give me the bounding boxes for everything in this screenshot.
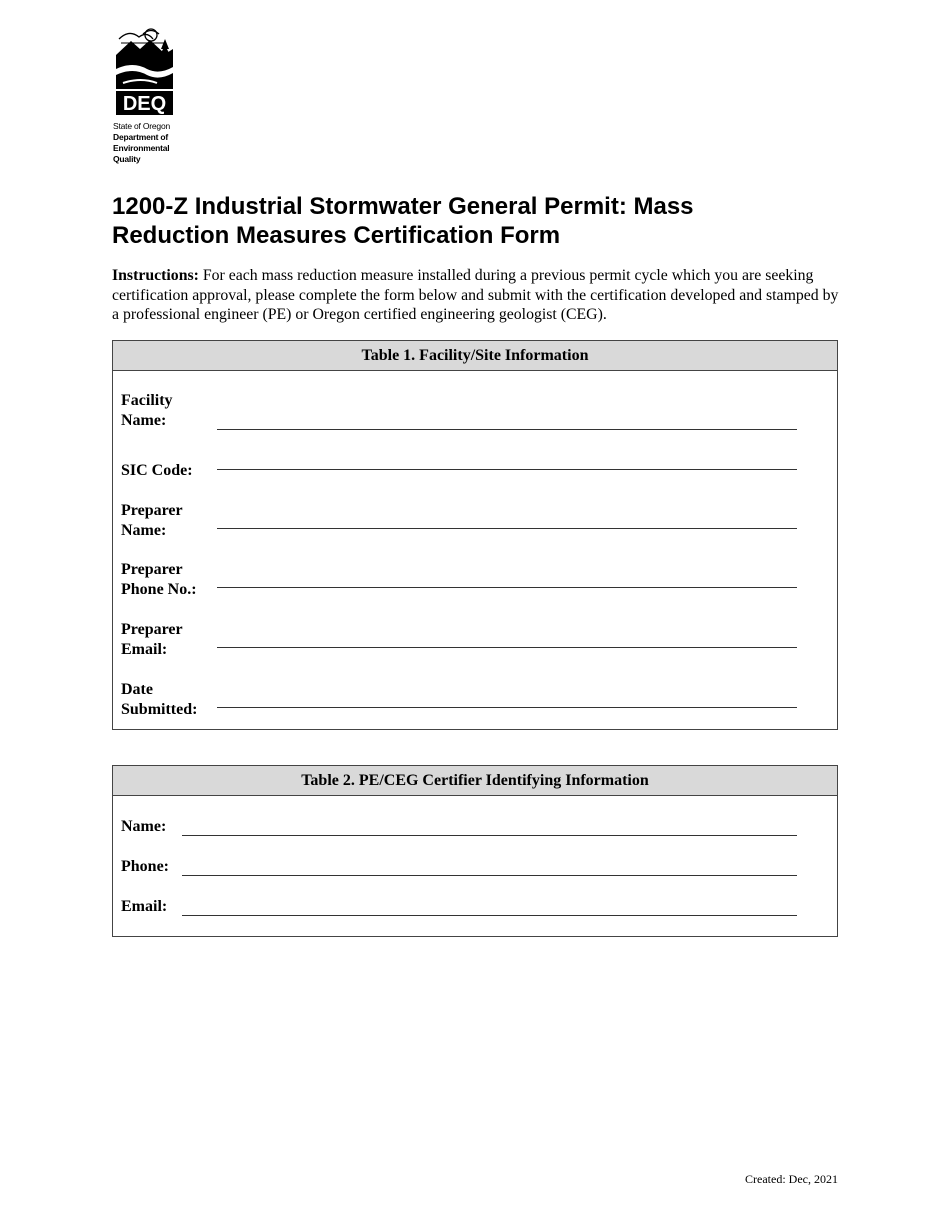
logo-caption-line1: State of Oregon — [113, 121, 171, 131]
preparer-email-row — [113, 609, 837, 669]
certifier-phone-field[interactable] — [182, 875, 797, 876]
certifier-email-field[interactable] — [182, 915, 797, 916]
preparer-name-label-a: Preparer — [121, 502, 183, 519]
preparer-name-label-b: Name: — [121, 522, 167, 539]
preparer-phone-label-a: Preparer — [121, 561, 183, 578]
created-date: Created: Dec, 2021 — [745, 1172, 838, 1186]
table-certifier-info — [112, 765, 838, 937]
certifier-name-label: Name: — [121, 818, 167, 835]
deq-logo-mark: DEQ — [122, 93, 167, 115]
facility-name-label-a: Facility — [121, 392, 173, 409]
facility-name-label — [121, 391, 173, 431]
preparer-email-field[interactable] — [217, 647, 797, 648]
deq-logo — [113, 25, 177, 165]
deq-landscape-icon — [113, 25, 175, 117]
preparer-phone-row — [113, 549, 837, 609]
date-submitted-field[interactable] — [217, 707, 797, 708]
date-submitted-label-a: Date — [121, 681, 153, 698]
logo-caption-line3: Environmental — [113, 143, 170, 153]
certifier-email-row — [113, 888, 837, 928]
certifier-email-label: Email: — [121, 898, 168, 915]
instructions-lead: Instructions: — [112, 267, 199, 284]
certifier-name-field[interactable] — [182, 835, 797, 836]
sic-code-row — [113, 449, 837, 489]
table-facility-info — [112, 340, 838, 730]
preparer-phone-label — [121, 560, 197, 600]
logo-caption — [113, 121, 177, 165]
certifier-phone-label: Phone: — [121, 858, 169, 875]
sic-code-label — [121, 461, 193, 481]
logo-caption-line4: Quality — [113, 154, 141, 164]
preparer-name-field[interactable] — [217, 528, 797, 529]
logo-caption-line2: Department of — [113, 132, 169, 142]
preparer-email-label-b: Email: — [121, 641, 168, 658]
instructions-text: For each mass reduction measure installed during a previous permit cycle which you are seeking certification approval, please complete the form below and submit with the certification developed and stamped by a professional engineer (PE) or Oregon certified engineering geologist (CEG). — [112, 267, 839, 323]
facility-name-label-b: Name: — [121, 412, 167, 429]
table1-title: Table 1. Facility/Site Information — [113, 341, 837, 371]
instructions — [112, 266, 842, 325]
preparer-email-label — [121, 620, 183, 660]
preparer-name-row — [113, 489, 837, 549]
table2-title: Table 2. PE/CEG Certifier Identifying Information — [113, 766, 837, 796]
page-title-line1: 1200-Z Industrial Stormwater General Permit: Mass — [112, 193, 694, 220]
page-title — [112, 192, 832, 250]
preparer-phone-label-b: Phone No.: — [121, 581, 197, 598]
sic-code-field[interactable] — [217, 469, 797, 470]
preparer-phone-field[interactable] — [217, 587, 797, 588]
certifier-name-row — [113, 808, 837, 848]
preparer-email-label-a: Preparer — [121, 621, 183, 638]
facility-name-field[interactable] — [217, 429, 797, 430]
page-title-line2: Reduction Measures Certification Form — [112, 222, 561, 249]
date-submitted-label-b: Submitted: — [121, 701, 198, 718]
certifier-phone-row — [113, 848, 837, 888]
date-submitted-label — [121, 680, 197, 720]
sic-code-label-a: SIC Code: — [121, 462, 193, 479]
preparer-name-label — [121, 501, 183, 541]
facility-name-row — [113, 389, 837, 449]
date-submitted-row — [113, 669, 837, 729]
